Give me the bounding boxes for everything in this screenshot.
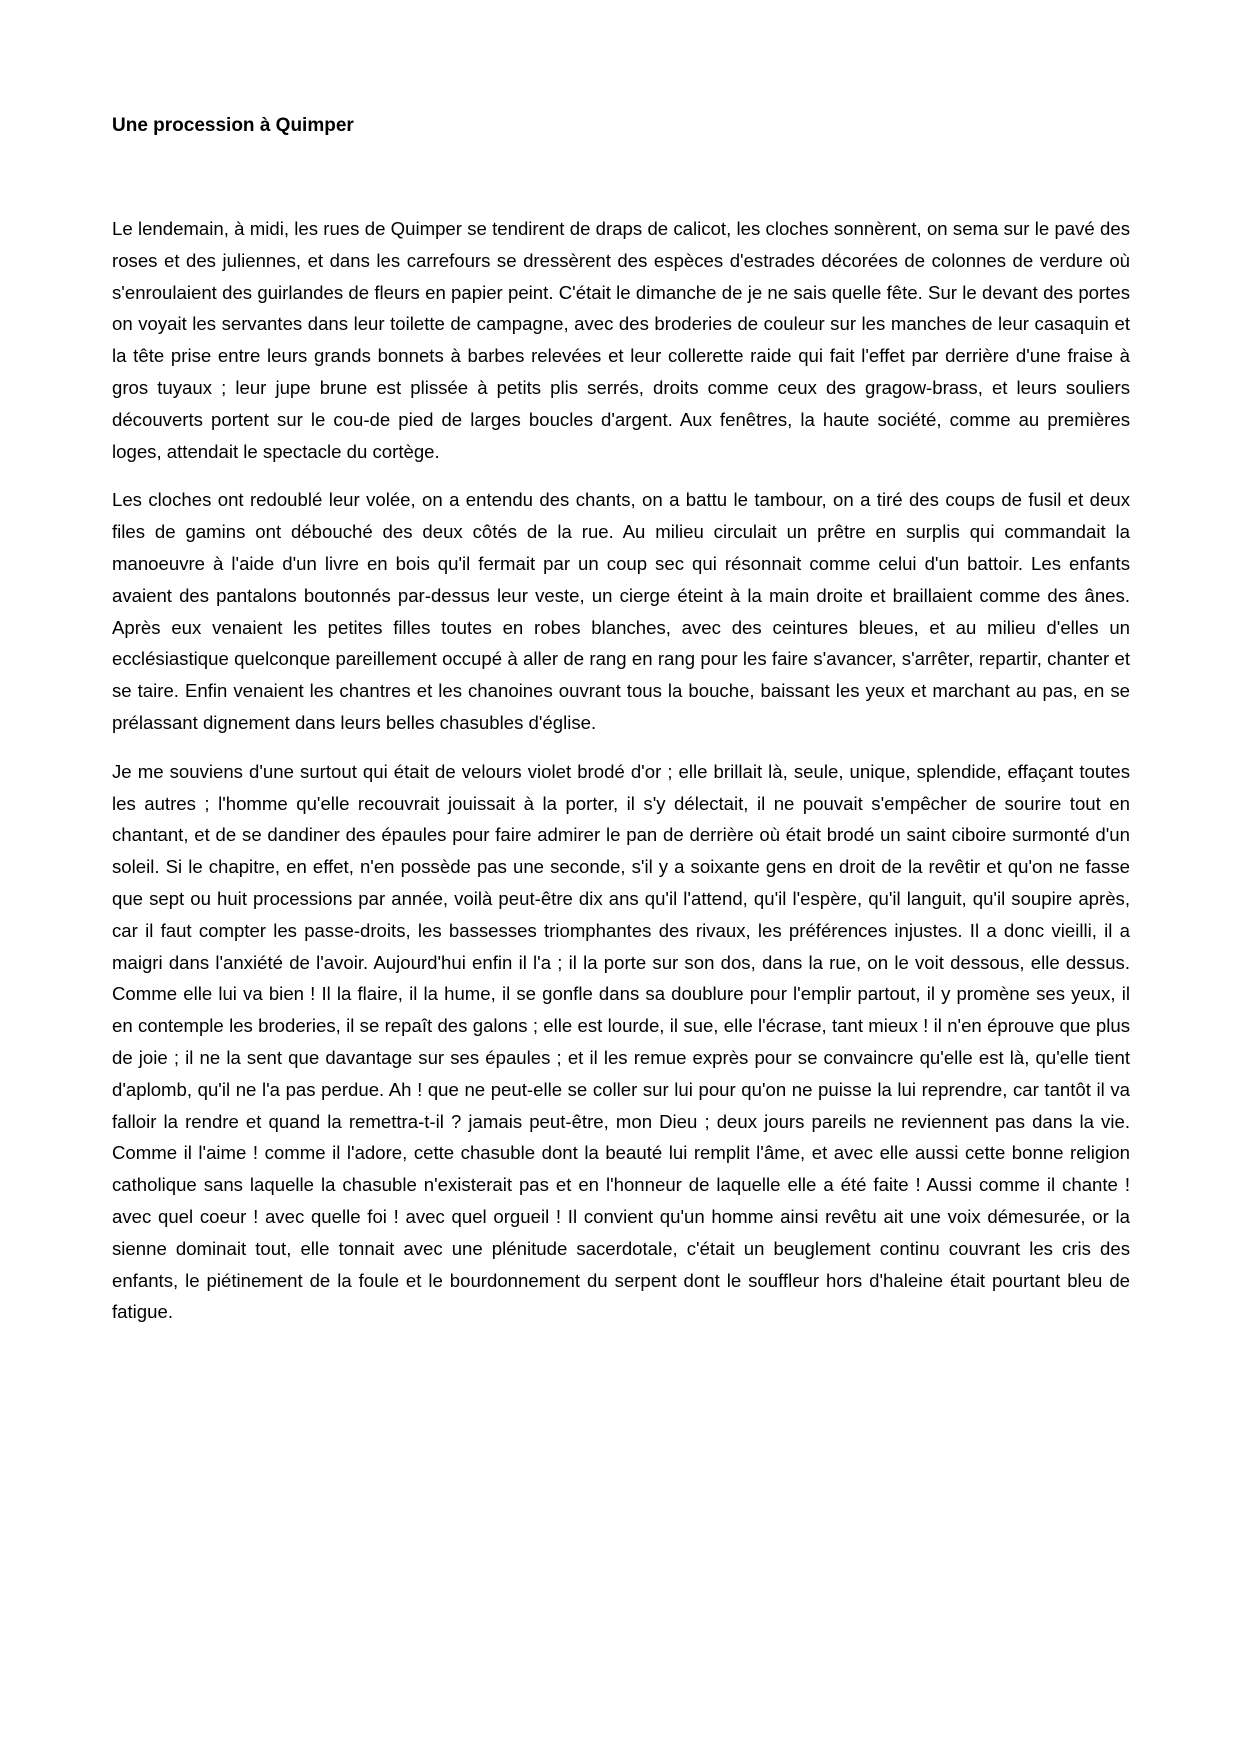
paragraph-3: Je me souviens d'une surtout qui était de velours violet brodé d'or ; elle brillait là, seule, unique, splendide, effaçant toutes les autres ; l'homme qu'elle recouvrait jouissait à la porter, il s'y délectait, il ne pouvait s'empêcher de sourire tout en chantant, et de se dandiner des épaules pour faire admirer le pan de derrière où était brodé un saint ciboire surmonté d'un soleil. Si le chapitre, en effet, n'en possède pas une seconde, s'il y a soixante gens en droit de la revêtir et qu'on ne fasse que sept ou huit processions par année, voilà peut-être dix ans qu'il l'attend, qu'il l'espère, qu'il languit, qu'il soupire après, car il faut compter les passe-droits, les bassesses triomphantes des rivaux, les préférences injustes. Il a donc vieilli, il a maigri dans l'anxiété de l'avoir. Aujourd'hui enfin il l'a ; il la porte sur son dos, dans la rue, on le voit dessous, elle dessus. Comme elle lui va bien ! Il la flaire, il la hume, il se gonfle dans sa doublure pour l'emplir partout, il y promène ses yeux, il en contemple les broderies, il se repaît des galons ; elle est lourde, il sue, elle l'écrase, tant mieux ! il n'en éprouve que plus de joie ; il ne la sent que davantage sur ses épaules ; et il les remue exprès pour se convaincre qu'elle est là, qu'elle tient d'aplomb, qu'il ne l'a pas perdue. Ah ! que ne peut-elle se coller sur lui pour qu'on ne puisse la lui reprendre, car tantôt il va falloir la rendre et quand la remettra-t-il ? jamais peut-être, mon Dieu ; deux jours pareils ne reviennent pas dans la vie. Comme il l'aime ! comme il l'adore, cette chasuble dont la beauté lui remplit l'âme, et avec elle aussi cette bonne religion catholique sans laquelle la chasuble n'existerait pas et en l'honneur de laquelle elle a été faite ! Aussi comme il chante ! avec quel coeur ! avec quelle foi ! avec quel orgueil ! Il convient qu'un homme ainsi revêtu ait une voix démesurée, or la sienne dominait tout, elle tonnait avec une plénitude sacerdotale, c'était un beuglement continu couvrant les cris des enfants, le piétinement de la foule et le bourdonnement du serpent dont le souffleur hors d'haleine était pourtant bleu de fatigue.	[112, 760, 1130, 1323]
paragraph-1: Le lendemain, à midi, les rues de Quimper se tendirent de draps de calicot, les cloches sonnèrent, on sema sur le pavé des roses et des juliennes, et dans les carrefours se dressèrent des espèces d'estrades décorées de colonnes de verdure où s'enroulaient des guirlandes de fleurs en papier peint. C'était le dimanche de je ne sais quelle fête. Sur le devant des portes on voyait les servantes dans leur toilette de campagne, avec des broderies de couleur sur les manches de leur casaquin et la tête prise entre leurs grands bonnets à barbes relevées et leur collerette raide qui fait l'effet par derrière d'une fraise à gros tuyaux ; leur jupe brune est plissée à petits plis serrés, droits comme ceux des gragow-brass, et leurs souliers découverts portent sur le cou-de pied de larges boucles d'argent. Aux fenêtres, la haute société, comme au premières loges, attendait le spectacle du cortège.	[112, 218, 1130, 462]
document-title: Une procession à Quimper	[112, 115, 354, 136]
document-body	[112, 213, 1130, 1345]
paragraph-2: Les cloches ont redoublé leur volée, on a entendu des chants, on a battu le tambour, on a tiré des coups de fusil et deux files de gamins ont débouché des deux côtés de la rue. Au milieu circulait un prêtre en surplis qui commandait la manoeuvre à l'aide d'un livre en bois qu'il fermait par un coup sec qui résonnait comme celui d'un battoir. Les enfants avaient des pantalons boutonnés par-dessus leur veste, un cierge éteint à la main droite et braillaient comme des ânes. Après eux venaient les petites filles toutes en robes blanches, avec des ceintures bleues, et au milieu d'elles un ecclésiastique quelconque pareillement occupé à aller de rang en rang pour les faire s'avancer, s'arrêter, repartir, chanter et se taire. Enfin venaient les chantres et les chanoines ouvrant tous la bouche, baissant les yeux et marchant au pas, en se prélassant dignement dans leurs belles chasubles d'église.	[112, 489, 1130, 733]
